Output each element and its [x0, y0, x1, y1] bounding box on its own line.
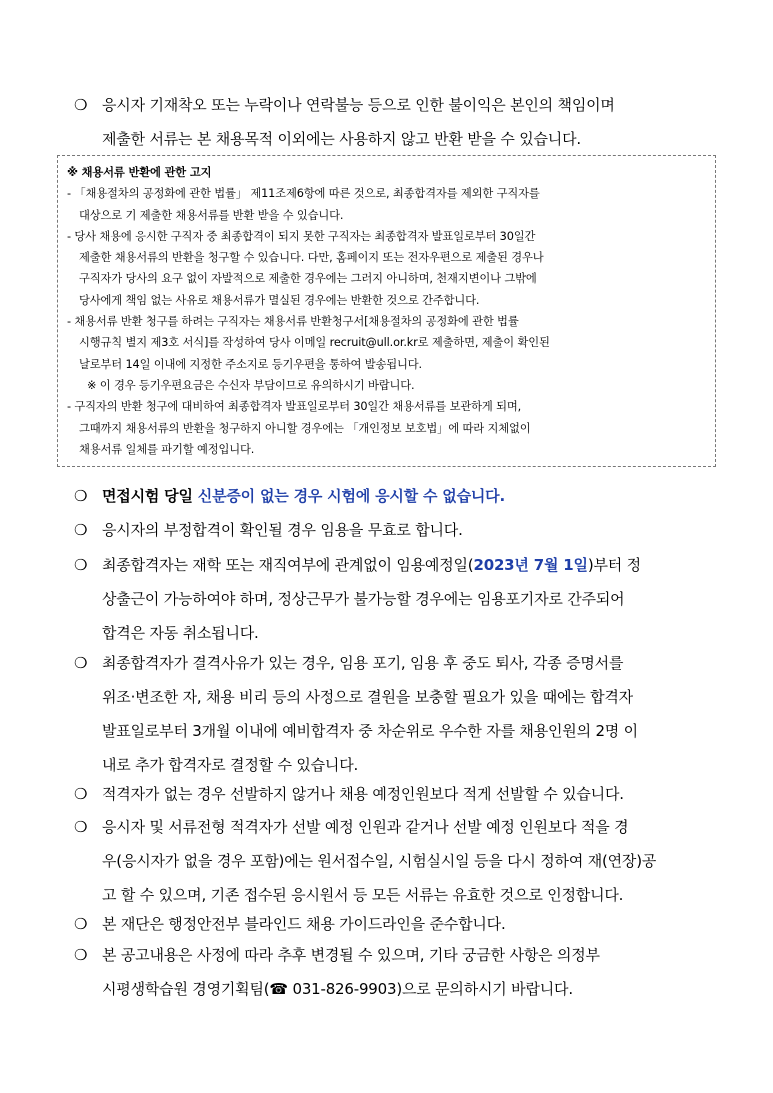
notice-item-interview: [74, 479, 724, 513]
appointment-date: 2023년 7월 1일: [473, 556, 588, 574]
item-line: 위조·변조한 자, 채용 비리 등의 사정으로 결원을 보충할 필요가 있을 때에는 합격자: [102, 688, 633, 706]
notice-line: 구직자가 당사의 요구 없이 자발적으로 제출한 경우에는 그러지 아니하며, 천재지변이나 그밖에: [79, 272, 537, 286]
document-return-notice-box: [57, 155, 716, 467]
item-line: )부터 정: [587, 556, 641, 574]
notice-line: - 구직자의 반환 청구에 대비하여 최종합격자 발표일로부터 30일간 채용서류를 보관하게 되며,: [67, 400, 522, 414]
item-line: 본 공고내용은 사정에 따라 추후 변경될 수 있으며, 기타 궁금한 사항은 의정부: [102, 946, 600, 964]
item-line: 응시자의 부정합격이 확인될 경우 임용을 무효로 합니다.: [102, 521, 463, 539]
notice-line: ※ 이 경우 등기우편요금은 수신자 부담이므로 유의하시기 바랍니다.: [87, 378, 415, 392]
notice-item-reannouncement: [74, 810, 724, 912]
contact-phone: 031-826-9903)으로 문의하시기 바랍니다.: [287, 980, 573, 998]
circle-bullet-icon: ❍: [74, 487, 88, 505]
notice-item-contact: [74, 938, 724, 1006]
item-line: 최종합격자가 결격사유가 있는 경우, 임용 포기, 임용 후 중도 퇴사, 각종 증명서를: [102, 654, 624, 672]
phone-icon: ☎: [269, 980, 288, 998]
notice-line: 그때까지 채용서류의 반환을 청구하지 아니할 경우에는 「개인정보 보호법」에 따라 지체없이: [79, 421, 531, 435]
item-line: 우(응시자가 없을 경우 포함)에는 원서접수일, 시험실시일 등을 다시 정하여 재(연장)공: [102, 852, 657, 870]
notice-line: 날로부터 14일 이내에 지정한 주소지로 등기우편을 통하여 발송됩니다.: [79, 357, 422, 371]
notice-line: 대상으로 기 제출한 채용서류를 반환 받을 수 있습니다.: [79, 208, 344, 222]
circle-bullet-icon: ❍: [74, 556, 88, 574]
notice-item-blind-hiring: [74, 907, 724, 941]
notice-line: - 채용서류 반환 청구를 하려는 구직자는 채용서류 반환청구서[채용절차의 공정화에 관한 법률: [67, 315, 519, 329]
notice-line: 제출한 채용서류의 반환을 청구할 수 있습니다. 다만, 홈페이지 또는 전자우편으로 제출된 경우나: [79, 251, 544, 265]
notice-line: - 당사 채용에 응시한 구직자 중 최종합격이 되지 못한 구직자는 최종합격자 발표일로부터 30일간: [67, 229, 536, 243]
notice-line: 시행규칙 별지 제3호 서식]를 작성하여 당사 이메일 recruit@ull.or.kr로 제출하면, 제출이 확인된: [79, 336, 550, 350]
notice-item-fraud: [74, 513, 724, 547]
item-line: 적격자가 없는 경우 선발하지 않거나 채용 예정인원보다 적게 선발할 수 있습니다.: [102, 785, 624, 803]
notice-item-responsibility: [74, 88, 724, 156]
notice-item-start-date: [74, 548, 724, 650]
notice-title: ※ 채용서류 반환에 관한 고지: [67, 166, 212, 179]
circle-bullet-icon: ❍: [74, 521, 88, 539]
item-line: 본 재단은 행정안전부 블라인드 채용 가이드라인을 준수합니다.: [102, 915, 506, 933]
item-line: 상출근이 가능하여야 하며, 정상근무가 불가능할 경우에는 임용포기자로 간주되어: [102, 590, 625, 608]
notice-line: - 「채용절차의 공정화에 관한 법률」 제11조제6항에 따른 것으로, 최종합격자를 제외한 구직자를: [67, 187, 540, 201]
item-line: 고 할 수 있으며, 기존 접수된 응시원서 등 모든 서류는 유효한 것으로 인정합니다.: [102, 886, 624, 904]
circle-bullet-icon: ❍: [74, 96, 88, 114]
circle-bullet-icon: ❍: [74, 915, 88, 933]
circle-bullet-icon: ❍: [74, 654, 88, 672]
notice-line: 채용서류 일체를 파기할 예정입니다.: [79, 442, 255, 456]
item-line: 응시자 기재착오 또는 누락이나 연락불능 등으로 인한 불이익은 본인의 책임이며: [102, 96, 615, 114]
notice-item-fewer-selection: [74, 777, 724, 811]
item-line: 발표일로부터 3개월 이내에 예비합격자 중 차순위로 우수한 자를 채용인원의 2명 이: [102, 722, 638, 740]
item-line: 합격은 자동 취소됩니다.: [102, 624, 259, 642]
item-line: 시평생학습원 경영기획팀(: [102, 980, 270, 998]
item-line: 내로 추가 합격자로 결정할 수 있습니다.: [102, 756, 359, 774]
item-line: 제출한 서류는 본 채용목적 이외에는 사용하지 않고 반환 받을 수 있습니다.: [102, 130, 581, 148]
notice-line: 당사에게 책임 없는 사유로 채용서류가 멸실된 경우에는 반환한 것으로 간주합니다.: [79, 293, 480, 307]
interview-prefix: 면접시험 당일: [102, 487, 198, 505]
circle-bullet-icon: ❍: [74, 946, 88, 964]
circle-bullet-icon: ❍: [74, 785, 88, 803]
notice-item-additional-hire: [74, 646, 724, 782]
circle-bullet-icon: ❍: [74, 818, 88, 836]
item-line: 최종합격자는 재학 또는 재직여부에 관계없이 임용예정일(: [102, 556, 474, 574]
interview-id-warning: 신분증이 없는 경우 시험에 응시할 수 없습니다.: [197, 487, 505, 505]
item-line: 응시자 및 서류전형 적격자가 선발 예정 인원과 같거나 선발 예정 인원보다 적을 경: [102, 818, 629, 836]
